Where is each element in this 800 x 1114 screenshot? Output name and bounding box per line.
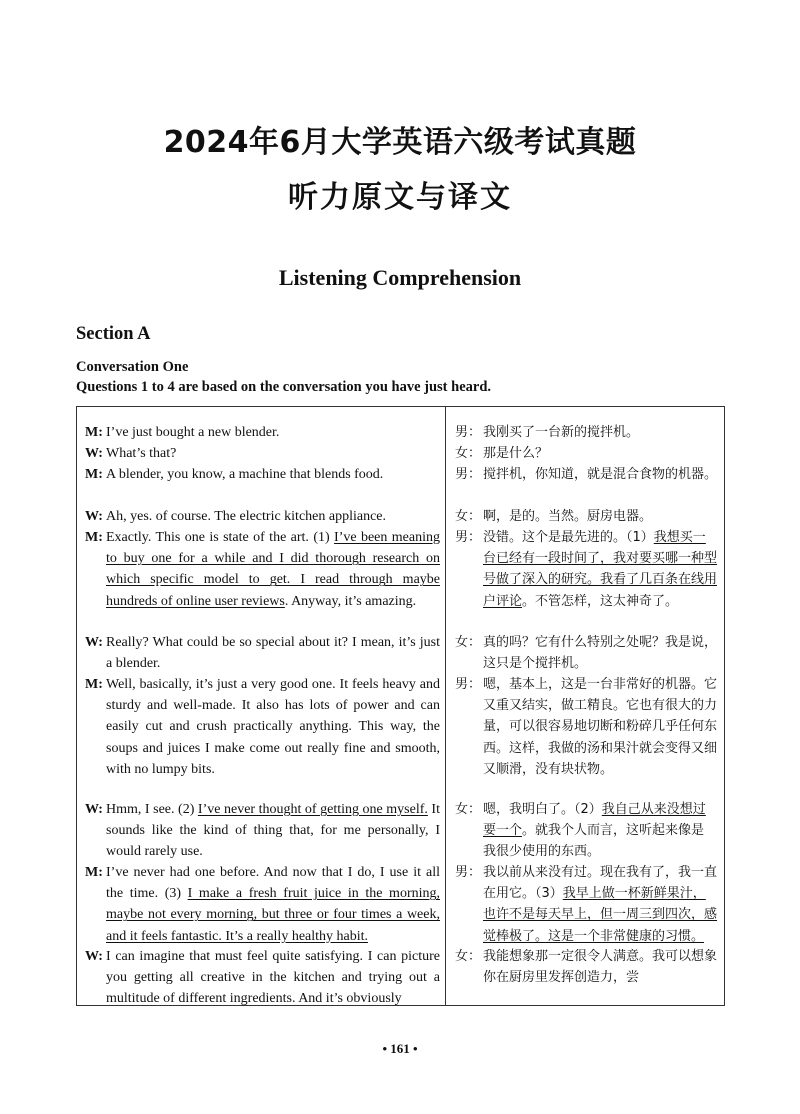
speaker-label: W: — [85, 802, 103, 817]
speaker-label: 男： — [455, 865, 482, 880]
chinese-line — [455, 946, 717, 988]
speaker-label: W: — [85, 509, 103, 524]
answer-underline: I’ve been meaning to buy one for a while and I did thorough research on which specific model to get. I read through maybe hundreds of online user reviews — [106, 530, 440, 609]
english-line — [85, 862, 440, 947]
answer-underline: 我想买一台已经有一段时间了，我对要买哪一种型号做了深入的研究。我看了几百条在线用户评论 — [483, 530, 718, 609]
section-heading: Section A — [76, 324, 151, 344]
chinese-text: 嗯，基本上，这是一台非常好的机器。它又重又结实，做工精良。它也有很大的力量，可以很容易地切断和粉碎几乎任何东西。这样，我做的汤和果汁就会变得又细又顺滑，没有块状物。 — [483, 677, 718, 777]
chinese-text: 啊，是的。当然。厨房电器。 — [483, 509, 653, 524]
english-text: A blender, you know, a machine that blends food. — [106, 467, 384, 482]
chinese-text: 。不管怎样，这太神奇了。 — [522, 593, 679, 609]
column-divider — [445, 407, 446, 1005]
chinese-line — [455, 674, 717, 780]
english-line — [85, 674, 440, 780]
english-line — [85, 422, 440, 443]
speaker-label: M: — [85, 425, 103, 440]
part-heading: Listening Comprehension — [278, 265, 522, 290]
speaker-label: 女： — [455, 509, 482, 524]
english-text: Exactly. This one is state of the art. (1) — [106, 530, 335, 545]
english-text: Hmm, I see. (2) — [106, 802, 198, 817]
english-line — [85, 443, 440, 464]
speaker-label: 女： — [455, 802, 482, 817]
chinese-line — [455, 632, 717, 674]
english-line — [85, 946, 440, 1010]
english-text: It sounds like the kind of thing that, for me personally, I would rarely use. — [106, 802, 440, 860]
english-line — [85, 506, 440, 527]
speaker-label: 男： — [455, 677, 482, 692]
transcript-table — [76, 406, 725, 1006]
page-number: • 161 • — [382, 1041, 418, 1056]
chinese-text: 。就我个人而言，这听起来像是我很少使用的东西。 — [483, 823, 705, 860]
chinese-text: 嗯，我明白了。（2） — [483, 802, 602, 817]
speaker-label: M: — [85, 530, 103, 545]
instructions-text: Questions 1 to 4 are based on the conversation you have just heard. — [76, 379, 492, 395]
english-text: I’ve just bought a new blender. — [106, 425, 280, 440]
page-title: 2024年6月大学英语六级考试真题 — [163, 125, 637, 160]
chinese-text: 没错。这个是最先进的。（1） — [483, 530, 654, 545]
english-text: I’ve never had one before. And now that I do, I use it all the time. (3) — [106, 865, 440, 902]
speaker-label: W: — [85, 635, 103, 650]
chinese-line — [455, 862, 717, 947]
answer-underline: I make a fresh fruit juice in the morning, maybe not every morning, but three or four times a week, and it feels fantastic. It’s a really healthy habit. — [106, 886, 440, 944]
page-subtitle: 听力原文与译文 — [288, 180, 512, 215]
chinese-line — [455, 799, 717, 863]
english-text: . Anyway, it’s amazing. — [284, 593, 417, 609]
chinese-text: 搅拌机，你知道，就是混合食物的机器。 — [483, 467, 718, 482]
chinese-text: 那是什么？ — [483, 446, 549, 461]
chinese-text: 我能想象那一定很令人满意。我可以想象你在厨房里发挥创造力，尝 — [483, 949, 718, 986]
speaker-label: W: — [85, 949, 103, 964]
speaker-label: 男： — [455, 467, 482, 482]
speaker-label: 女： — [455, 635, 482, 650]
chinese-text: 我以前从来没有过。现在我有了，我一直在用它。（3） — [483, 865, 718, 902]
speaker-label: 女： — [455, 446, 482, 461]
conversation-heading: Conversation One — [76, 359, 189, 375]
answer-underline: 我自己从来没想过要一个 — [483, 802, 706, 839]
chinese-line — [455, 443, 717, 464]
english-line — [85, 799, 440, 863]
chinese-line — [455, 527, 717, 612]
speaker-label: M: — [85, 677, 103, 692]
english-text: Really? What could be so special about it? I mean, it’s just a blender. — [106, 635, 440, 672]
chinese-text: 我刚买了一台新的搅拌机。 — [483, 425, 640, 440]
english-line — [85, 632, 440, 674]
speaker-label: W: — [85, 446, 103, 461]
chinese-line — [455, 464, 717, 485]
english-text: I can imagine that must feel quite satisfying. I can picture you getting all creative in the kitchen and trying out a multitude of different ingredients. And it’s obviously — [106, 949, 440, 1007]
english-line — [85, 464, 440, 485]
english-text: Ah, yes. of course. The electric kitchen appliance. — [106, 509, 387, 524]
chinese-line — [455, 422, 717, 443]
answer-underline: 我早上做一杯新鲜果汁，也许不是每天早上，但一周三到四次，感觉棒极了。这是一个非常健康的习惯。 — [483, 886, 718, 944]
speaker-label: M: — [85, 865, 103, 880]
english-text: What’s that? — [106, 446, 177, 461]
english-text: Well, basically, it’s just a very good one. It feels heavy and sturdy and well-made. It also has lots of power and can easily cut and crush practically anything. This way, the soups and juices I make come out really fine and smooth, with no lumpy bits. — [106, 677, 440, 777]
answer-underline: I’ve never thought of getting one myself. — [197, 802, 428, 817]
speaker-label: 男： — [455, 530, 482, 545]
chinese-text: 真的吗？它有什么特别之处呢？我是说，这只是个搅拌机。 — [483, 635, 718, 672]
chinese-line — [455, 506, 717, 527]
speaker-label: 男： — [455, 425, 482, 440]
speaker-label: M: — [85, 467, 103, 482]
english-line — [85, 527, 440, 612]
speaker-label: 女： — [455, 949, 482, 964]
